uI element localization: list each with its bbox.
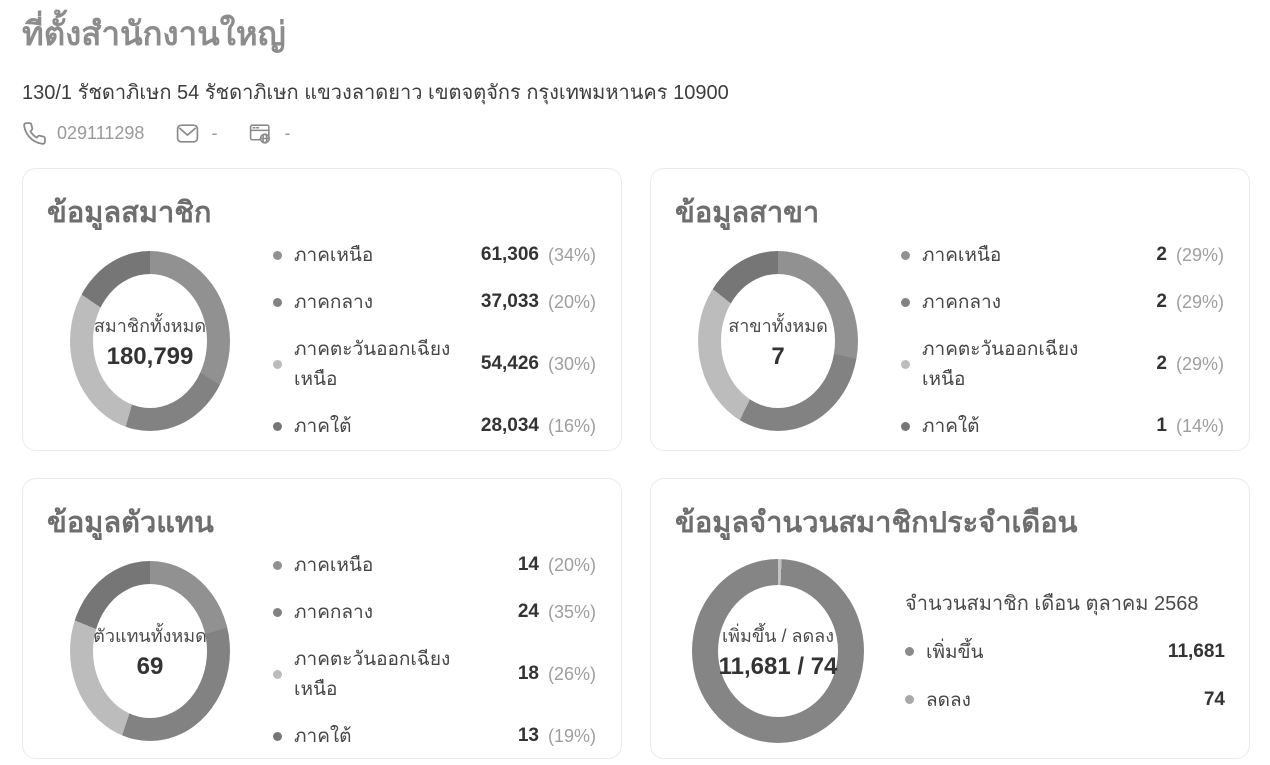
legend-percent: (14%) <box>1176 415 1225 436</box>
legend-dot-south <box>273 732 282 741</box>
legend-row-north <box>273 550 597 580</box>
legend-row-north <box>901 240 1225 270</box>
legend-percent: (29%) <box>1176 291 1225 312</box>
legend-dot-central <box>273 608 282 617</box>
legend-label: ภาคใต้ <box>922 416 980 438</box>
branches-legend <box>881 240 1225 441</box>
legend-label: ภาคกลาง <box>294 602 373 624</box>
legend-dot-increase <box>905 647 914 656</box>
legend-percent: (19%) <box>548 725 597 746</box>
legend-value: 37,033 <box>480 291 539 313</box>
legend-label: ภาคกลาง <box>294 292 373 314</box>
legend-dot-north <box>901 251 910 260</box>
page-title: ที่ตั้งสำนักงานใหญ่ <box>22 15 286 52</box>
card-monthly-members-title: ข้อมูลจำนวนสมาชิกประจำเดือน <box>675 506 1078 539</box>
branches-donut-chart <box>698 251 858 431</box>
legend-label: ภาคตะวันออกเฉียงเหนือ <box>294 649 451 701</box>
legend-value: 2 <box>1156 353 1167 375</box>
legend-percent: (26%) <box>548 663 597 684</box>
legend-value: 11,681 <box>1167 640 1225 662</box>
legend-dot-northeast <box>901 360 910 369</box>
card-members-title: ข้อมูลสมาชิก <box>47 196 212 229</box>
branches-donut-center-label: สาขาทั้งหมด <box>728 315 828 336</box>
legend-value: 18 <box>517 663 539 685</box>
legend-value: 2 <box>1156 244 1167 266</box>
legend-label: ภาคเหนือ <box>922 245 1002 267</box>
members-donut-chart <box>70 251 230 431</box>
card-monthly-members <box>650 478 1250 759</box>
monthly-donut-center-value: 11,681 / 74 <box>718 652 838 680</box>
branches-donut-center-value: 7 <box>771 342 785 370</box>
legend-value: 1 <box>1156 415 1167 437</box>
legend-percent: (29%) <box>1176 353 1225 374</box>
legend-label: ภาคใต้ <box>294 416 352 438</box>
legend-dot-northeast <box>273 360 282 369</box>
card-branches-title: ข้อมูลสาขา <box>675 196 820 229</box>
contact-row <box>22 121 1250 146</box>
legend-label: ภาคเหนือ <box>294 245 374 267</box>
card-agents <box>22 478 622 759</box>
legend-percent: (34%) <box>548 244 597 265</box>
legend-value: 28,034 <box>480 415 539 437</box>
agents-donut-chart <box>70 561 230 741</box>
legend-row-south <box>901 411 1225 441</box>
legend-value: 61,306 <box>480 244 539 266</box>
legend-value: 13 <box>517 725 539 747</box>
legend-dot-decrease <box>905 695 914 704</box>
mail-icon <box>174 121 201 146</box>
legend-percent: (20%) <box>548 554 597 575</box>
contact-website <box>247 121 290 146</box>
monthly-donut-chart <box>692 559 864 743</box>
legend-dot-northeast <box>273 670 282 679</box>
legend-row-increase <box>905 637 1225 667</box>
legend-value: 14 <box>517 554 539 576</box>
legend-label: เพิ่มขึ้น <box>926 641 984 663</box>
legend-label: ภาคกลาง <box>922 292 1001 314</box>
legend-percent: (35%) <box>548 601 597 622</box>
legend-row-central <box>273 597 597 627</box>
legend-row-northeast <box>901 334 1225 394</box>
legend-label: ลดลง <box>926 689 971 711</box>
cards-grid <box>22 168 1250 759</box>
legend-value: 54,426 <box>480 353 539 375</box>
contact-email <box>174 121 217 146</box>
monthly-legend <box>881 587 1225 715</box>
phone-icon <box>22 121 47 146</box>
legend-row-south <box>273 411 597 441</box>
agents-donut-center-label: ตัวแทนทั้งหมด <box>93 625 207 646</box>
legend-value: 2 <box>1156 291 1167 313</box>
legend-dot-north <box>273 561 282 570</box>
legend-percent: (29%) <box>1176 244 1225 265</box>
card-branches <box>650 168 1250 451</box>
legend-label: ภาคใต้ <box>294 726 352 748</box>
legend-value: 24 <box>517 601 539 623</box>
legend-percent: (16%) <box>548 415 597 436</box>
legend-dot-south <box>901 422 910 431</box>
contact-phone <box>22 121 144 146</box>
head-office-address: 130/1 รัชดาภิเษก 54 รัชดาภิเษก แขวงลาดยาว เขตจตุจักร กรุงเทพมหานคร 10900 <box>22 81 729 104</box>
legend-row-decrease <box>905 685 1225 715</box>
monthly-subtitle: จำนวนสมาชิก เดือน ตุลาคม 2568 <box>905 592 1199 615</box>
legend-label: ภาคตะวันออกเฉียงเหนือ <box>922 339 1079 391</box>
legend-label: ภาคเหนือ <box>294 555 374 577</box>
members-donut-center-value: 180,799 <box>106 342 194 370</box>
legend-row-northeast <box>273 334 597 394</box>
agents-legend <box>253 550 597 751</box>
phone-number: 029111298 <box>57 122 145 143</box>
monthly-donut-center-label: เพิ่มขึ้น / ลดลง <box>721 625 835 646</box>
card-members <box>22 168 622 451</box>
website-icon <box>247 121 274 146</box>
members-donut-center-label: สมาชิกทั้งหมด <box>93 315 207 336</box>
legend-dot-north <box>273 251 282 260</box>
agents-donut-center-value: 69 <box>136 652 164 680</box>
legend-percent: (30%) <box>548 353 597 374</box>
legend-row-central <box>273 287 597 317</box>
legend-dot-central <box>901 298 910 307</box>
members-legend <box>253 240 597 441</box>
email-value: - <box>211 122 218 143</box>
website-value: - <box>284 122 291 143</box>
card-agents-title: ข้อมูลตัวแทน <box>47 506 214 539</box>
legend-row-central <box>901 287 1225 317</box>
legend-row-south <box>273 721 597 751</box>
legend-row-northeast <box>273 644 597 704</box>
legend-row-north <box>273 240 597 270</box>
legend-dot-central <box>273 298 282 307</box>
legend-label: ภาคตะวันออกเฉียงเหนือ <box>294 339 451 391</box>
legend-value: 74 <box>1203 688 1225 710</box>
legend-dot-south <box>273 422 282 431</box>
legend-percent: (20%) <box>548 291 597 312</box>
